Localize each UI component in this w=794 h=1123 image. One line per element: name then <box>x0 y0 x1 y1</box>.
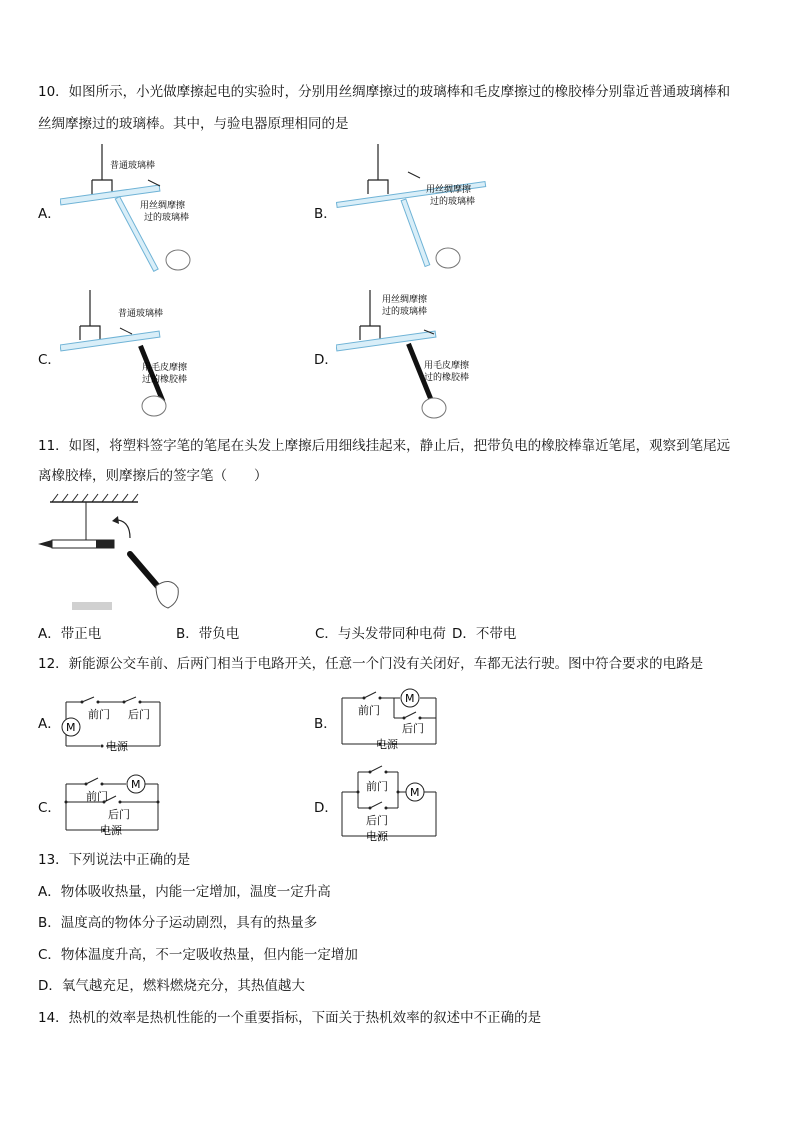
q10-option-a-figure <box>60 142 220 280</box>
q12-a-front-door-label: 前门 <box>88 708 110 721</box>
q12-circuit-d <box>336 764 442 844</box>
q12-b-front-door-label: 前门 <box>358 704 380 717</box>
q12-circuit-c <box>60 772 166 838</box>
q13-option-c[interactable]: C．物体温度升高，不一定吸收热量，但内能一定增加 <box>38 947 358 963</box>
q12-a-motor-label: M <box>66 721 76 734</box>
q12-circuit-b <box>336 686 446 752</box>
q10-c-hand-rod-label-2: 过的橡胶棒 <box>142 375 188 385</box>
q13-option-b[interactable]: B．温度高的物体分子运动剧烈，具有的热量多 <box>38 915 318 931</box>
q10-option-d-figure <box>336 288 496 426</box>
q10-a-hand-rod-label-2: 过的玻璃棒 <box>144 213 190 223</box>
q10-d-top-rod-label-1: 用丝绸摩擦 <box>382 295 428 305</box>
q10-option-a-label[interactable]: A． <box>38 206 61 222</box>
q10-stem-line1: 10．如图所示，小光做摩擦起电的实验时，分别用丝绸摩擦过的玻璃棒和毛皮摩擦过的橡胶棒分别靠近普通玻璃棒和 <box>38 84 731 100</box>
q11-stem-line1: 11．如图，将塑料签字笔的笔尾在头发上摩擦后用细线挂起来，静止后，把带负电的橡胶棒靠近笔尾，观察到笔尾远 <box>38 438 731 454</box>
q13-stem: 13．下列说法中正确的是 <box>38 852 191 868</box>
q10-d-hand-rod-label-2: 过的橡胶棒 <box>424 373 470 383</box>
q10-option-d-label[interactable]: D． <box>314 352 338 368</box>
q11-option-b[interactable]: B．带负电 <box>176 626 240 642</box>
q12-c-motor-label: M <box>131 778 141 791</box>
q12-c-front-door-label: 前门 <box>86 790 108 803</box>
q12-d-back-door-label: 后门 <box>366 814 388 827</box>
q11-option-d[interactable]: D．不带电 <box>452 626 517 642</box>
q13-option-d[interactable]: D．氧气越充足，燃料燃烧充分，其热值越大 <box>38 978 305 994</box>
q10-b-hand-rod-label-1: 用丝绸摩擦 <box>426 185 472 195</box>
q10-a-top-rod-label: 普通玻璃棒 <box>110 161 156 171</box>
q12-d-motor-label: M <box>410 786 420 799</box>
q10-a-hand-rod-label-1: 用丝绸摩擦 <box>140 201 186 211</box>
q10-option-c-figure <box>60 288 220 426</box>
q10-stem-line2: 丝绸摩擦过的玻璃棒。其中，与验电器原理相同的是 <box>38 116 349 132</box>
q10-c-top-rod-label: 普通玻璃棒 <box>118 309 164 319</box>
q12-a-power-label: 电源 <box>106 740 128 753</box>
q10-option-b-figure <box>336 142 496 280</box>
q11-option-a[interactable]: A．带正电 <box>38 626 102 642</box>
q12-c-back-door-label: 后门 <box>108 808 130 821</box>
q12-option-c-label[interactable]: C． <box>38 800 61 816</box>
q12-circuit-a <box>58 694 168 754</box>
q12-option-a-label[interactable]: A． <box>38 716 61 732</box>
q12-option-d-label[interactable]: D． <box>314 800 338 816</box>
q12-a-back-door-label: 后门 <box>128 708 150 721</box>
q12-option-b-label[interactable]: B． <box>314 716 337 732</box>
q12-stem-line1: 12．新能源公交车前、后两门相当于电路开关，任意一个门没有关闭好，车都无法行驶。图中符合要求的电路是 <box>38 656 704 672</box>
q12-d-power-label: 电源 <box>366 830 388 843</box>
q10-d-top-rod-label-2: 过的玻璃棒 <box>382 307 428 317</box>
q13-option-a[interactable]: A．物体吸收热量，内能一定增加，温度一定升高 <box>38 884 331 900</box>
q12-b-back-door-label: 后门 <box>402 722 424 735</box>
q11-option-c[interactable]: C．与头发带同种电荷 <box>315 626 446 642</box>
q10-c-hand-rod-label-1: 用毛皮摩擦 <box>142 363 188 373</box>
q10-b-hand-rod-label-2: 过的玻璃棒 <box>430 197 476 207</box>
q14-stem: 14．热机的效率是热机性能的一个重要指标，下面关于热机效率的叙述中不正确的是 <box>38 1010 542 1026</box>
q10-d-hand-rod-label-1: 用毛皮摩擦 <box>424 361 470 371</box>
q12-b-motor-label: M <box>405 692 415 705</box>
q12-b-power-label: 电源 <box>376 738 398 751</box>
q11-pen-figure <box>38 492 188 614</box>
q10-option-b-label[interactable]: B． <box>314 206 337 222</box>
q12-c-power-label: 电源 <box>100 824 122 837</box>
q12-d-front-door-label: 前门 <box>366 780 388 793</box>
q11-stem-line2: 离橡胶棒，则摩擦后的签字笔（ ） <box>38 468 268 484</box>
q10-option-c-label[interactable]: C． <box>38 352 61 368</box>
